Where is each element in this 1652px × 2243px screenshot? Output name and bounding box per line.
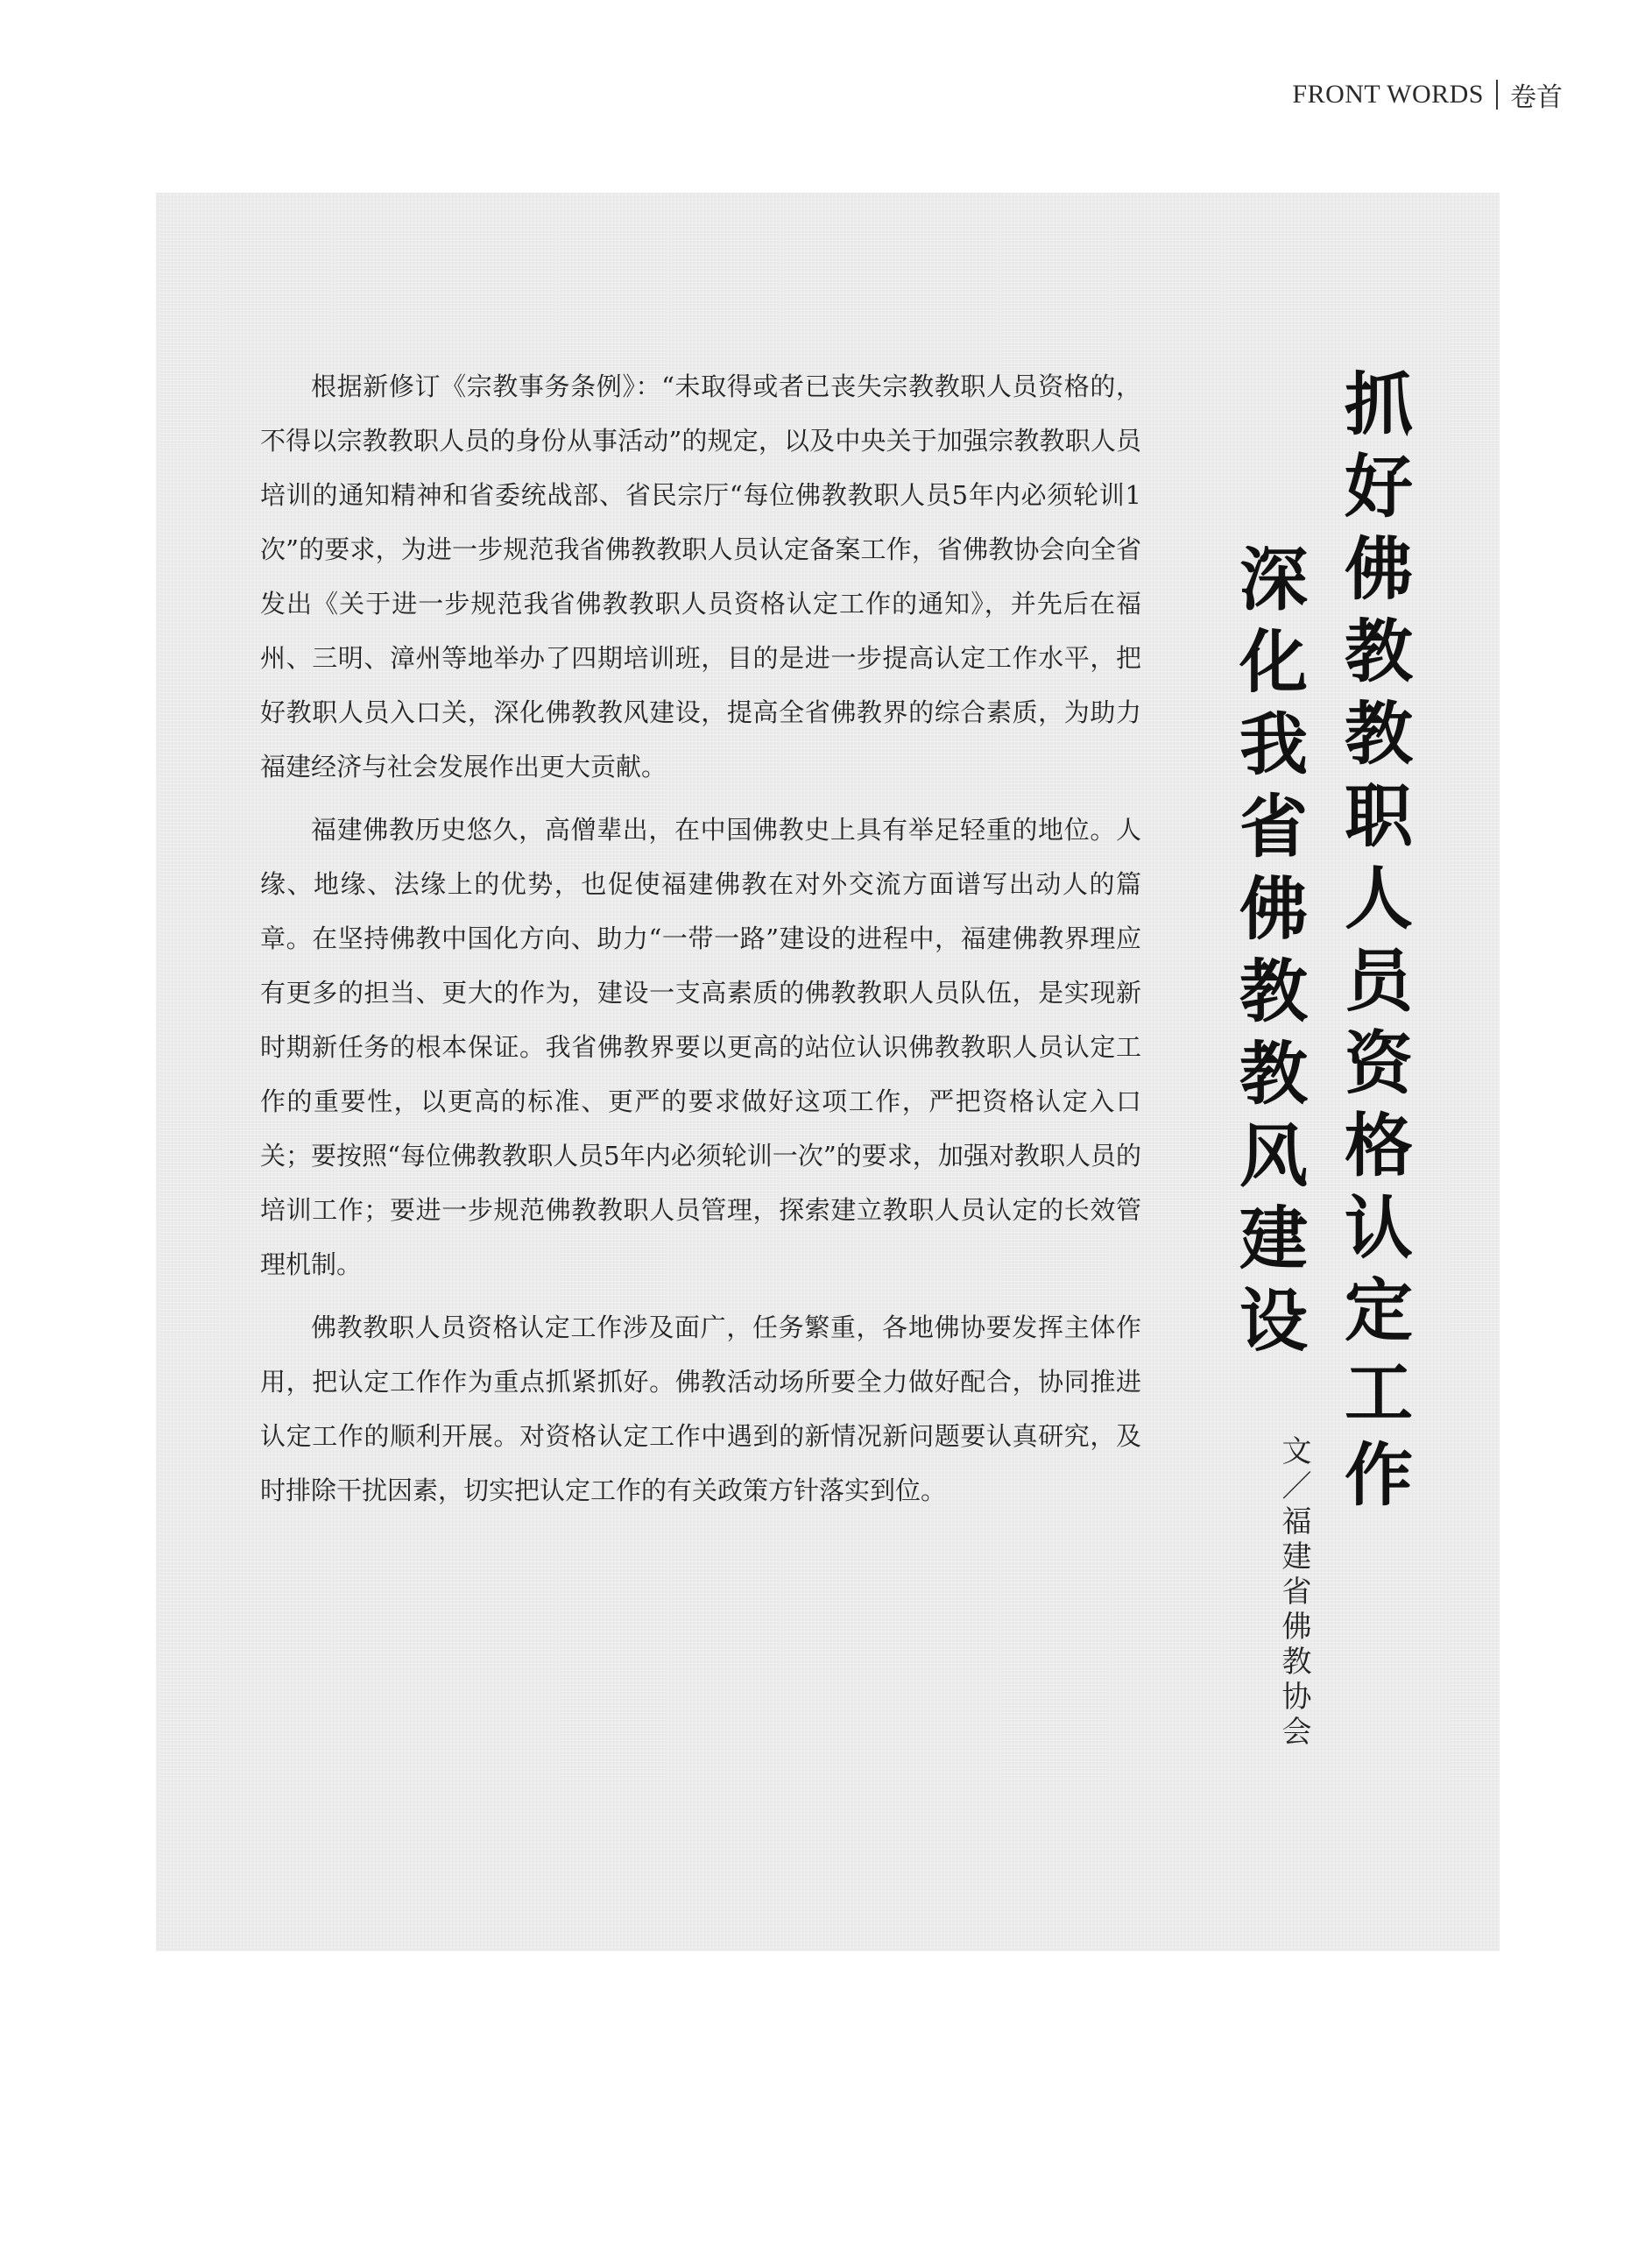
article-body xyxy=(260,359,1141,1526)
byline: 文／福建省佛教协会 xyxy=(1276,1435,1311,1751)
title-line-1: 抓好佛教教职人员资格认定工作 xyxy=(1333,368,1413,1521)
paragraph-3: 佛教教职人员资格认定工作涉及面广，任务繁重，各地佛协要发挥主体作用，把认定工作作为重点抓紧抓好。佛教活动场所要全力做好配合，协同推进认定工作的顺利开展。对资格认定工作中遇到的新情况新问题要认真研究，及时排除干扰因素，切实把认定工作的有关政策方针落实到位。 xyxy=(260,1313,1141,1505)
section-label-en: FRONT WORDS xyxy=(1292,80,1484,109)
section-label-cn: 卷首 xyxy=(1510,82,1563,113)
page-header xyxy=(1292,75,1563,114)
paragraph-2: 福建佛教历史悠久，高僧辈出，在中国佛教史上具有举足轻重的地位。人缘、地缘、法缘上的优势，也促使福建佛教在对外交流方面谱写出动人的篇章。在坚持佛教中国化方向、助力“一带一路”建设的进程中，福建佛教界理应有更多的担当、更大的作为，建设一支高素质的佛教教职人员队伍，是实现新时期新任务的根本保证。我省佛教界要以更高的站位认识佛教教职人员认定工作的重要性，以更高的标准、更严的要求做好这项工作，严把资格认定入口关；要按照“每位佛教教职人员5年内必须轮训一次”的要求，加强对教职人员的培训工作；要进一步规范佛教教职人员管理，探索建立教职人员认定的长效管理机制。 xyxy=(260,815,1141,1279)
header-divider xyxy=(1496,80,1498,110)
title-line-2: 深化我省佛教教风建设 xyxy=(1228,543,1308,1367)
paragraph-1: 根据新修订《宗教事务条例》：“未取得或者已丧失宗教教职人员资格的，不得以宗教教职人员的身份从事活动”的规定，以及中央关于加强宗教教职人员培训的通知精神和省委统战部、省民宗厅“每位佛教教职人员5年内必须轮训1次”的要求，为进一步规范我省佛教教职人员认定备案工作，省佛教协会向全省发出《关于进一步规范我省佛教教职人员资格认定工作的通知》，并先后在福州、三明、漳州等地举办了四期培训班，目的是进一步提高认定工作水平，把好教职人员入口关，深化佛教教风建设，提高全省佛教界的综合素质，为助力福建经济与社会发展作出更大贡献。 xyxy=(260,371,1141,782)
